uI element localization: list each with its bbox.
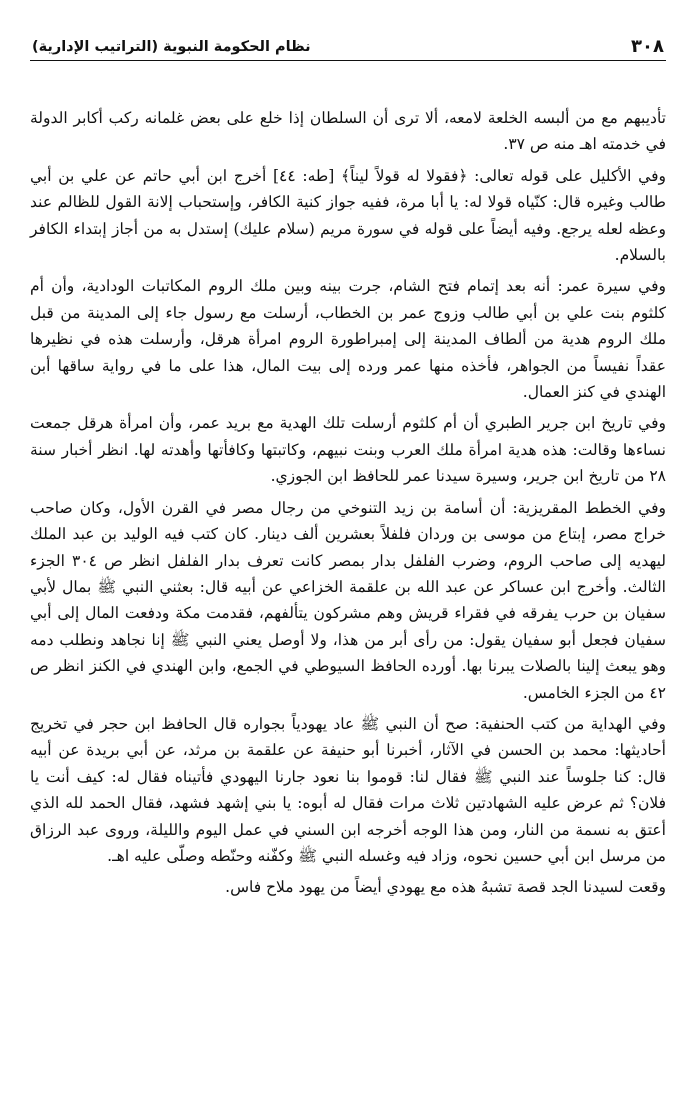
page-body	[30, 105, 666, 901]
page-header	[30, 30, 666, 61]
book-page	[30, 30, 666, 901]
paragraph-5: وفي الخطط المقريزية: أن أسامة بن زيد التنوخي من رجال مصر في القرن الأول، وكان صاحب خراج مصر، إبتاع من موسى بن وردان فلفلاً بعشرين ألف دينار. كان كتب فيه الوليد بن عبد الملك ليهديه إلى صاحب الروم، وضرب الفلفل بدار بمصر كانت تعرف بدار الفلفل انظر ص ٣٠٤ الجزء الثالث. وأخرج ابن عساكر عن عبد الله بن علقمة الخزاعي عن أبيه قال: بعثني النبي ﷺ بمال لأبي سفيان بن حرب يفرقه في فقراء قريش وهم مشركون يتألفهم، فقدمت مكة ودفعت المال إلى أبي سفيان فجعل أبو سفيان يقول: من رأى أبر من هذا، ولا أوصل يعني النبي ﷺ إنا نجاهد ونطلب دمه وهو يبعث إلينا بالصلات يبرنا بها. أورده الحافظ السيوطي في الجمع، وابن الهندي في الكنز انظر ص ٤٢ من الجزء الخامس.	[30, 498, 666, 702]
paragraph-7: وقعت لسيدنا الجد قصة تشبهُ هذه مع يهودي أيضاً من يهود ملاح فاس.	[225, 878, 666, 897]
page-number: ٣٠٨	[631, 36, 664, 57]
paragraph-3: وفي سيرة عمر: أنه بعد إتمام فتح الشام، جرت بينه وبين ملك الروم المكاتبات الودادية، وأن أم كلثوم بنت علي بن أبي طالب وزوج عمر بن الخطاب، أرسلت مع رسول جاء إلى المدينة من قبل ملك الروم هدية من ألطاف المدينة إلى إمبراطورة الروم امرأة هرقل، وأرسلت هذه في نظيرها عقداً نفيساً من الجواهر، فأخذه منها عمر ورده إلى بيت المال، هذا على ما في رواية ساقها أبن الهندي في كنز العمال.	[30, 277, 666, 402]
paragraph-6: وفي الهداية من كتب الحنفية: صح أن النبي ﷺ عاد يهودياً بجواره قال الحافظ ابن حجر في تخريج أحاديثها: محمد بن الحسن في الآثار، أخبرنا أبو حنيفة عن علقمة بن مرثد، عن أبي بريدة عن أبيه قال: كنا جلوساً عند النبي ﷺ فقال لنا: قوموا بنا نعود جارنا اليهودي فأتيناه فقال له: كيف أنت يا فلان؟ ثم عرض عليه الشهادتين ثلاث مرات فقال له أبوه: يا بني إشهد فشهد، فقال الحمد لله الذي أعتق به نسمة من النار، ومن هذا الوجه أخرجه ابن السني في عمل اليوم والليلة، وروى عبد الرزاق من مرسل ابن أبي حسين نحوه، وزاد فيه وغسله النبي ﷺ وكفّنه وحنّطه وصلّى عليه اهـ.	[30, 714, 666, 865]
running-title: نظام الحكومة النبوية (التراتيب الإدارية)	[32, 39, 311, 55]
paragraph-1: تأديبهم مع من ألبسه الخلعة لامعه، ألا ترى أن السلطان إذا خلع على بعض غلمانه ركب أكابر الدولة في خدمته اهـ منه ص ٣٧.	[30, 109, 666, 154]
paragraph-4: وفي تاريخ ابن جرير الطبري أن أم كلثوم أرسلت تلك الهدية مع بريد عمر، وأن امرأة هرقل جمعت نساءها وقالت: هذه هدية امرأة ملك العرب وبنت نبيهم، وكاتبتها وكافأتها وأهدته لها. انظر أخبار سنة ٢٨ من تاريخ ابن جرير، وسيرة سيدنا عمر للحافظ ابن الجوزي.	[30, 414, 666, 486]
paragraph-2: وفي الأكليل على قوله تعالى: ﴿فقولا له قولاً ليناً﴾ [طه: ٤٤] أخرج ابن أبي حاتم عن علي بن أبي طالب وغيره قال: كنّياه قولا له: يا أبا مرة، ففيه جواز كنية الكافر، وإستحباب إلانة القول للظالم عند وعظه لعله يرجع. وفيه أيضاً على قوله في سورة مريم (سلام عليك) إستدل به من أجاز إبتداء الكافر بالسلام.	[30, 166, 666, 265]
